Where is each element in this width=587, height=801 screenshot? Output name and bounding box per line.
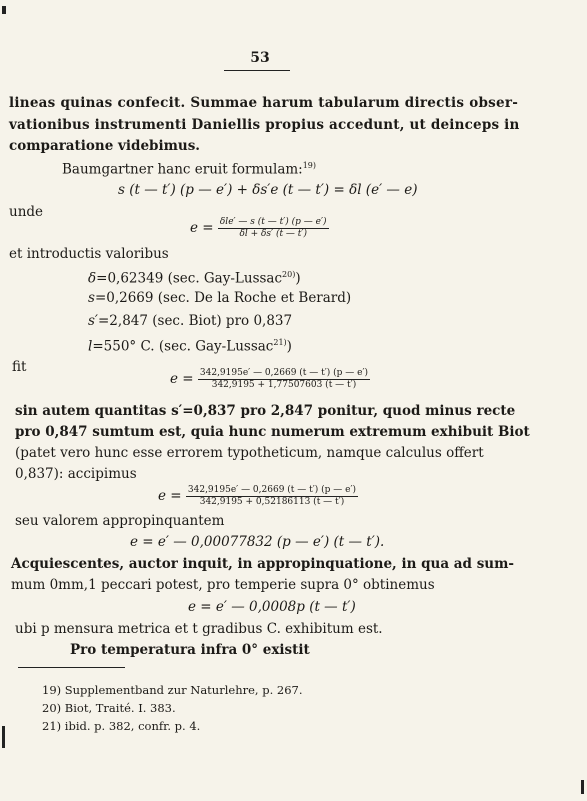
value-symbol: l xyxy=(88,338,93,355)
text-line: Pro temperatura infra 0° existit xyxy=(70,642,310,658)
fraction-numerator: δle′ — s (t — t′) (p — e′) xyxy=(219,217,327,227)
value-line xyxy=(88,334,292,356)
fit-formula xyxy=(170,368,370,391)
fraction-numerator: 342,9195e′ — 0,2669 (t — t′) (p — e′) xyxy=(187,485,357,495)
value-symbol: s xyxy=(88,290,95,306)
value-symbol: s′ xyxy=(88,313,98,329)
footnote: 20) Biot, Traité. I. 383. xyxy=(42,701,176,715)
text-line: et introductis valoribus xyxy=(9,246,169,262)
footnote-rule xyxy=(18,667,125,668)
scan-mark xyxy=(581,780,584,794)
page-number-rule xyxy=(224,70,290,71)
fraction-denominator: δl + δs′ (t — t′) xyxy=(239,229,307,239)
value-text: =0,2669 (sec. De la Roche et Berard) xyxy=(94,290,352,306)
scan-mark xyxy=(2,726,5,748)
text-line: unde xyxy=(9,204,44,220)
page-number: 53 xyxy=(250,50,270,66)
formula-lhs: e = xyxy=(190,220,214,236)
footnote-ref: 19) xyxy=(302,161,317,170)
formula-5: e = e′ — 0,0008p (t — t′) xyxy=(188,599,356,615)
footnote: 21) ibid. p. 382, confr. p. 4. xyxy=(42,719,201,733)
text-line: lineas quinas confecit. Summae harum tabularum directis obser- xyxy=(9,95,519,111)
value-line xyxy=(88,266,301,288)
fraction-numerator: 342,9195e′ — 0,2669 (t — t′) (p — e′) xyxy=(199,368,369,378)
text-line: vationibus instrumenti Daniellis propius accedunt, ut deinceps in xyxy=(9,117,520,133)
formula-lhs: e = xyxy=(170,371,194,387)
text-line: ubi p mensura metrica et t gradibus C. exhibitum est. xyxy=(15,621,383,637)
value-symbol: δ xyxy=(88,270,97,287)
value-text: =550° C. (sec. Gay-Lussac xyxy=(92,338,274,355)
value-tail: ) xyxy=(295,270,301,287)
formula-4: e = e′ — 0,00077832 (p — e′) (t — t′). xyxy=(130,534,385,550)
fraction-denominator: 342,9195 + 1,77507603 (t — t′) xyxy=(211,380,357,390)
footnote: 19) Supplementband zur Naturlehre, p. 267. xyxy=(42,683,303,697)
value-text: =2,847 (sec. Biot) pro 0,837 xyxy=(98,313,293,329)
value-tail: ) xyxy=(286,338,292,355)
text-line: sin autem quantitas s′=0,837 pro 2,847 ponitur, quod minus recte xyxy=(15,403,516,419)
text-line: comparatione videbimus. xyxy=(9,138,200,154)
formula-lhs: e = xyxy=(158,488,182,504)
text-line: mum 0mm,1 peccari potest, pro temperie supra 0° obtinemus xyxy=(11,577,435,593)
formula-2 xyxy=(190,217,329,240)
value-line xyxy=(88,289,351,307)
fraction xyxy=(186,485,358,508)
fraction xyxy=(198,368,370,391)
scan-mark xyxy=(2,6,6,14)
fraction-denominator: 342,9195 + 0,52186113 (t — t′) xyxy=(199,497,345,507)
formula-1: s (t — t′) (p — e′) + δs′e (t — t′) = δl (e′ — e) xyxy=(118,182,418,198)
text-line: seu valorem appropinquantem xyxy=(15,513,225,529)
footnote-ref: 20) xyxy=(282,270,296,279)
fraction xyxy=(218,217,329,240)
value-text: =0,62349 (sec. Gay-Lussac xyxy=(96,270,283,287)
text-line: fit xyxy=(12,359,27,375)
footnote-ref: 21) xyxy=(273,338,287,347)
text-line: pro 0,847 sumtum est, quia hunc numerum extremum exhibuit Biot xyxy=(15,424,530,440)
text-line xyxy=(62,157,316,179)
intro-text: Baumgartner hanc eruit formulam: xyxy=(62,161,303,178)
text-line: Acquiescentes, auctor inquit, in appropinquatione, in qua ad sum- xyxy=(11,556,514,572)
formula-3 xyxy=(158,485,358,508)
text-line: 0,837): accipimus xyxy=(15,466,137,482)
value-line xyxy=(88,312,292,330)
text-line: (patet vero hunc esse errorem typotheticum, namque calculus offert xyxy=(15,445,484,461)
